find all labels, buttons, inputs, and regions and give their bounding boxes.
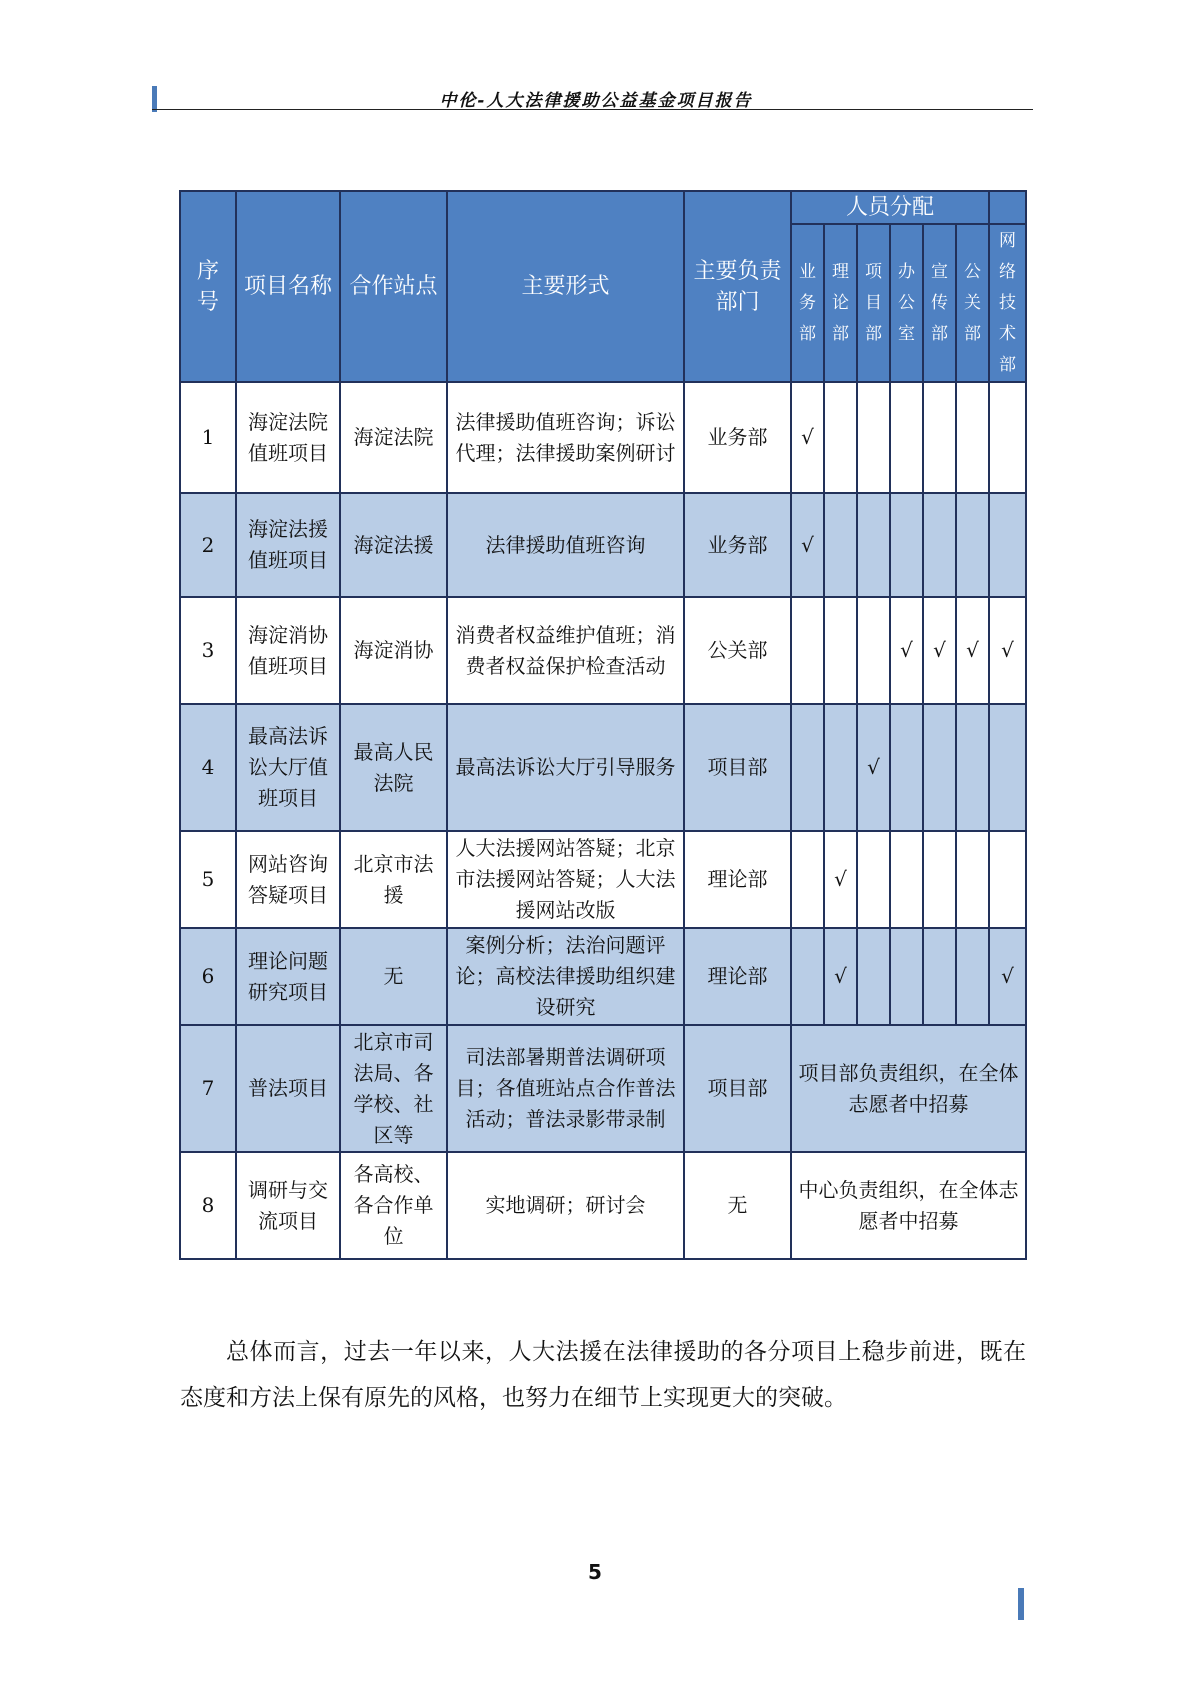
check-mark xyxy=(956,382,989,493)
check-mark xyxy=(824,597,857,704)
row-index: 8 xyxy=(180,1152,236,1259)
check-mark xyxy=(791,831,824,928)
check-mark xyxy=(989,382,1026,493)
check-mark xyxy=(857,493,890,597)
page-number: 5 xyxy=(588,1560,602,1584)
header-sub-dept: 业务部 xyxy=(791,224,824,382)
header-project-name: 项目名称 xyxy=(236,191,340,382)
check-mark xyxy=(857,597,890,704)
row-site: 最高人民法院 xyxy=(340,704,447,831)
header-sub-dept: 公关部 xyxy=(956,224,989,382)
check-mark xyxy=(956,928,989,1025)
row-department: 项目部 xyxy=(684,704,791,831)
row-project-name: 调研与交流项目 xyxy=(236,1152,340,1259)
row-project-name: 普法项目 xyxy=(236,1025,340,1152)
row-index: 4 xyxy=(180,704,236,831)
header-sub-dept: 理论部 xyxy=(824,224,857,382)
row-department: 理论部 xyxy=(684,928,791,1025)
row-index: 1 xyxy=(180,382,236,493)
row-form: 法律援助值班咨询 xyxy=(447,493,684,597)
check-mark xyxy=(791,704,824,831)
row-staff-note: 中心负责组织，在全体志愿者中招募 xyxy=(791,1152,1026,1259)
row-staff-note: 项目部负责组织，在全体志愿者中招募 xyxy=(791,1025,1026,1152)
table-row xyxy=(180,597,1026,704)
row-site: 海淀法院 xyxy=(340,382,447,493)
check-mark xyxy=(890,382,923,493)
check-mark: √ xyxy=(824,928,857,1025)
row-project-name: 海淀消协值班项目 xyxy=(236,597,340,704)
row-project-name: 海淀法援值班项目 xyxy=(236,493,340,597)
check-mark xyxy=(923,831,956,928)
row-index: 2 xyxy=(180,493,236,597)
row-form: 最高法诉讼大厅引导服务 xyxy=(447,704,684,831)
header-department: 主要负责部门 xyxy=(684,191,791,382)
check-mark xyxy=(989,493,1026,597)
table-row xyxy=(180,493,1026,597)
row-department: 公关部 xyxy=(684,597,791,704)
check-mark xyxy=(857,831,890,928)
check-mark xyxy=(923,704,956,831)
check-mark xyxy=(956,704,989,831)
row-project-name: 海淀法院值班项目 xyxy=(236,382,340,493)
row-form: 法律援助值班咨询；诉讼代理；法律援助案例研讨 xyxy=(447,382,684,493)
check-mark xyxy=(989,704,1026,831)
row-project-name: 最高法诉讼大厅值班项目 xyxy=(236,704,340,831)
row-site: 无 xyxy=(340,928,447,1025)
row-index: 7 xyxy=(180,1025,236,1152)
check-mark xyxy=(824,704,857,831)
report-header-title: 中伦-人大法律援助公益基金项目报告 xyxy=(439,91,753,111)
header-form: 主要形式 xyxy=(447,191,684,382)
row-project-name: 网站咨询答疑项目 xyxy=(236,831,340,928)
check-mark: √ xyxy=(824,831,857,928)
check-mark xyxy=(890,704,923,831)
header-sub-dept: 网络技术部 xyxy=(989,224,1026,382)
check-mark: √ xyxy=(890,597,923,704)
row-site: 海淀消协 xyxy=(340,597,447,704)
header-site: 合作站点 xyxy=(340,191,447,382)
table-row xyxy=(180,1152,1026,1259)
check-mark xyxy=(824,493,857,597)
check-mark xyxy=(857,382,890,493)
check-mark: √ xyxy=(791,493,824,597)
check-mark xyxy=(791,597,824,704)
row-department: 业务部 xyxy=(684,382,791,493)
project-allocation-table xyxy=(179,190,1027,1260)
check-mark xyxy=(989,831,1026,928)
header-index: 序号 xyxy=(180,191,236,382)
row-project-name: 理论问题研究项目 xyxy=(236,928,340,1025)
row-department: 无 xyxy=(684,1152,791,1259)
table-row xyxy=(180,928,1026,1025)
check-mark: √ xyxy=(956,597,989,704)
table-row xyxy=(180,382,1026,493)
row-index: 3 xyxy=(180,597,236,704)
check-mark xyxy=(857,928,890,1025)
check-mark: √ xyxy=(989,597,1026,704)
check-mark: √ xyxy=(989,928,1026,1025)
row-form: 消费者权益维护值班；消费者权益保护检查活动 xyxy=(447,597,684,704)
row-department: 项目部 xyxy=(684,1025,791,1152)
check-mark xyxy=(923,928,956,1025)
header-rule xyxy=(152,109,1033,110)
check-mark: √ xyxy=(923,597,956,704)
row-form: 实地调研；研讨会 xyxy=(447,1152,684,1259)
row-form: 司法部暑期普法调研项目；各值班站点合作普法活动；普法录影带录制 xyxy=(447,1025,684,1152)
header-staff-extension xyxy=(989,191,1026,224)
row-form: 案例分析；法治问题评论；高校法律援助组织建设研究 xyxy=(447,928,684,1025)
check-mark xyxy=(956,831,989,928)
check-mark xyxy=(923,382,956,493)
header-sub-dept: 项目部 xyxy=(857,224,890,382)
check-mark xyxy=(890,831,923,928)
header-sub-dept: 宣传部 xyxy=(923,224,956,382)
header-sub-dept: 办公室 xyxy=(890,224,923,382)
check-mark xyxy=(923,493,956,597)
check-mark: √ xyxy=(857,704,890,831)
row-index: 5 xyxy=(180,831,236,928)
row-site: 各高校、各合作单位 xyxy=(340,1152,447,1259)
row-department: 理论部 xyxy=(684,831,791,928)
table-header-row xyxy=(180,191,1026,224)
row-site: 海淀法援 xyxy=(340,493,447,597)
row-index: 6 xyxy=(180,928,236,1025)
summary-paragraph: 总体而言，过去一年以来，人大法援在法律援助的各分项目上稳步前进，既在态度和方法上保有原先的风格，也努力在细节上实现更大的突破。 xyxy=(180,1339,1026,1411)
table-row xyxy=(180,704,1026,831)
check-mark xyxy=(890,928,923,1025)
check-mark: √ xyxy=(791,382,824,493)
check-mark xyxy=(824,382,857,493)
check-mark xyxy=(791,928,824,1025)
row-site: 北京市法援 xyxy=(340,831,447,928)
row-site: 北京市司法局、各学校、社区等 xyxy=(340,1025,447,1152)
check-mark xyxy=(890,493,923,597)
row-form: 人大法援网站答疑；北京市法援网站答疑；人大法援网站改版 xyxy=(447,831,684,928)
check-mark xyxy=(956,493,989,597)
footer-accent-bar xyxy=(1018,1588,1024,1620)
row-department: 业务部 xyxy=(684,493,791,597)
header-staff: 人员分配 xyxy=(791,191,989,224)
table-row xyxy=(180,1025,1026,1152)
table-row xyxy=(180,831,1026,928)
